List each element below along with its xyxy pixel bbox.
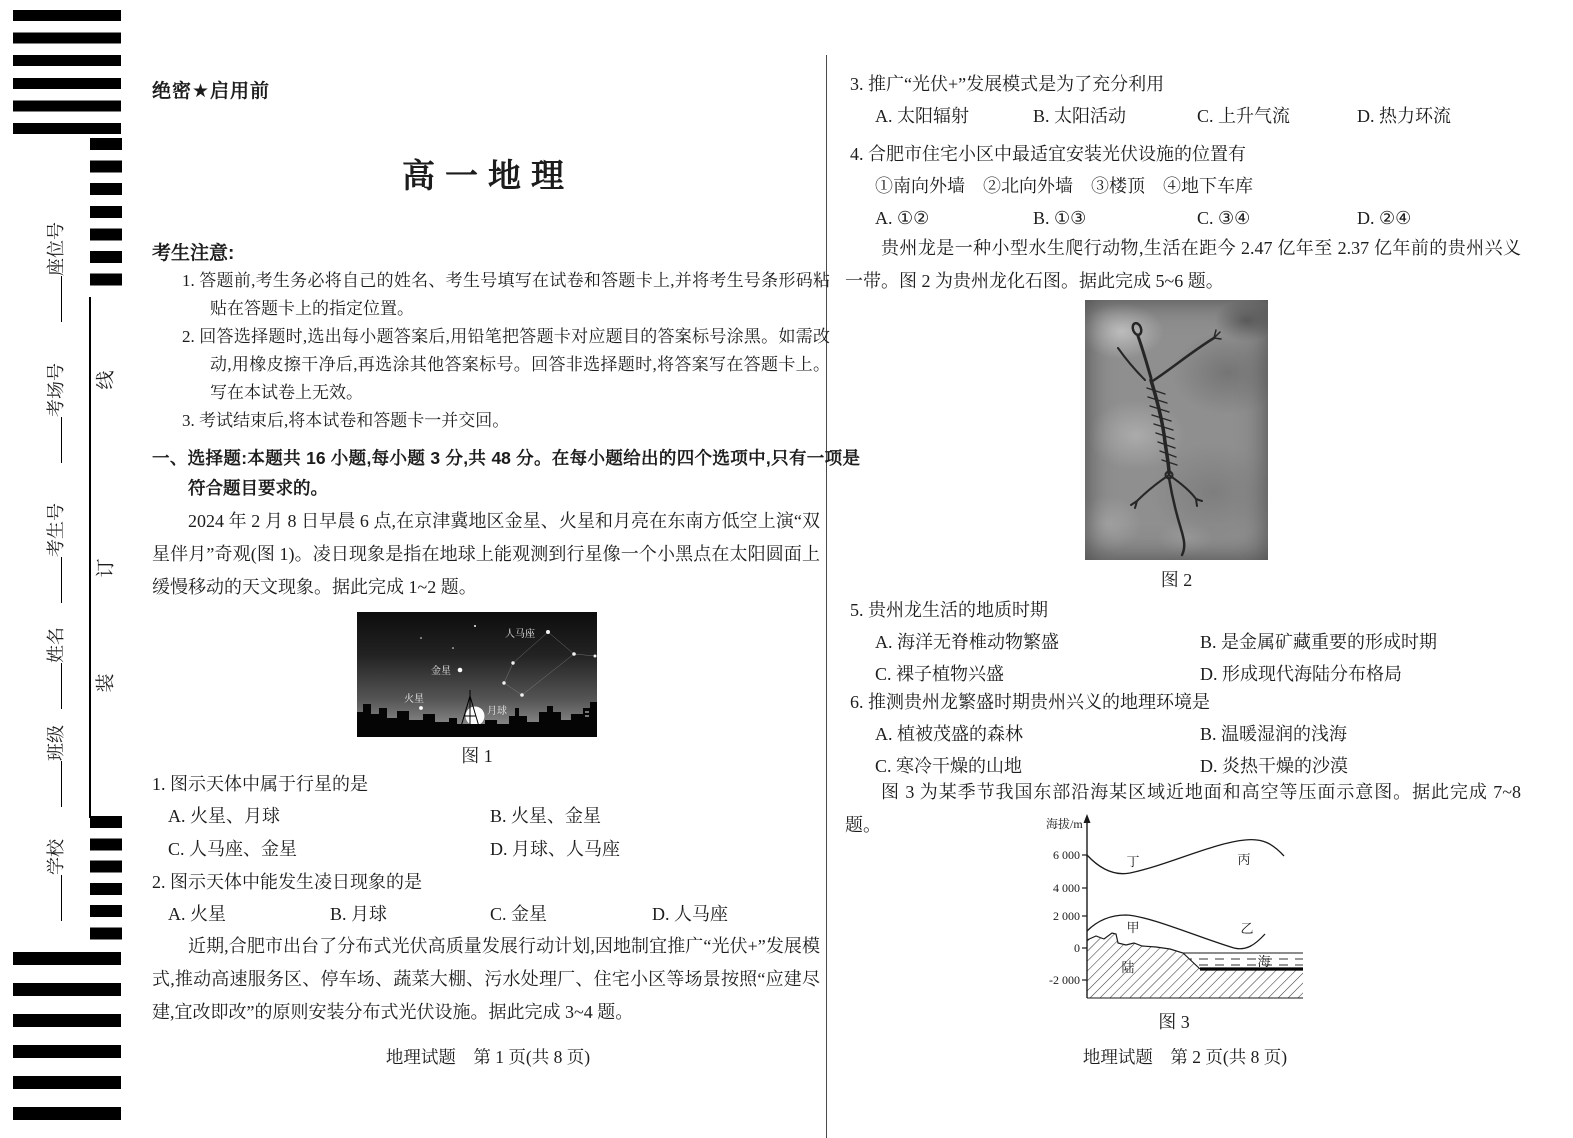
notice-item: 2. 回答选择题时,选出每小题答案后,用铅笔把答题卡对应题目的答案标号涂黑。如需改动,用橡皮擦干净后,再选涂其他答案标号。回答非选择题时,将答案写在答题卡上。写在本试卷上无效。 bbox=[182, 327, 830, 402]
field-label: 姓名 bbox=[46, 627, 66, 663]
option-c: C. ③④ bbox=[1197, 208, 1251, 228]
option-b: B. ①③ bbox=[1033, 208, 1087, 228]
night-sky-graphic bbox=[357, 612, 597, 737]
page-fold-divider bbox=[826, 55, 827, 1138]
blank-line bbox=[43, 417, 62, 463]
question-stem: 6. 推测贵州龙繁盛时期贵州兴义的地理环境是 bbox=[850, 692, 1210, 712]
option-a: A. 火星 bbox=[168, 904, 226, 924]
field-label: 班级 bbox=[46, 725, 66, 761]
question-stem: 4. 合肥市住宅小区中最适宜安装光伏设施的位置有 bbox=[850, 144, 1246, 164]
tick-label: 2 000 bbox=[1053, 909, 1080, 923]
student-info-field-seat bbox=[42, 222, 68, 322]
label-moon: 月球 bbox=[487, 706, 507, 717]
student-info-field-class bbox=[42, 725, 68, 807]
option-c: C. 裸子植物兴盛 bbox=[875, 664, 1005, 684]
isobaric-diagram bbox=[1038, 812, 1310, 1009]
sea-water bbox=[1183, 953, 1303, 969]
option-b: B. 火星、金星 bbox=[490, 806, 602, 826]
registration-bars-bottom bbox=[13, 952, 121, 1138]
building-windows bbox=[585, 711, 589, 713]
option-a: A. 海洋无脊椎动物繁盛 bbox=[875, 632, 1059, 652]
page-1 bbox=[150, 0, 860, 1138]
notice-item: 1. 答题前,考生务必将自己的姓名、考生号填写在试卷和答题卡上,并将考生号条形码粘贴在答题卡上的指定位置。 bbox=[182, 271, 830, 318]
label-land: 陆 bbox=[1121, 960, 1135, 975]
option-c: C. 寒冷干燥的山地 bbox=[875, 756, 1023, 776]
y-axis-label: 海拔/m bbox=[1046, 817, 1083, 831]
option-c: C. 上升气流 bbox=[1197, 106, 1291, 126]
page-2 bbox=[845, 0, 1525, 1138]
isobaric-diagram-graphic bbox=[1038, 812, 1310, 1004]
tick-label: -2 000 bbox=[1049, 973, 1080, 987]
field-label: 考生号 bbox=[46, 503, 66, 557]
blank-line bbox=[43, 557, 62, 603]
field-label: 学校 bbox=[46, 839, 66, 875]
mars-dot bbox=[419, 706, 423, 710]
notice-heading: 考生注意: bbox=[152, 243, 235, 264]
registration-bars-top-small bbox=[90, 138, 122, 296]
upper-isobaric-surface bbox=[1087, 840, 1284, 874]
option-b: B. 太阳活动 bbox=[1033, 106, 1127, 126]
option-a: A. 太阳辐射 bbox=[875, 106, 969, 126]
field-label: 座位号 bbox=[46, 222, 66, 276]
figure2-caption: 图 2 bbox=[1160, 570, 1193, 590]
blank-line bbox=[43, 875, 62, 921]
blank-line bbox=[43, 663, 62, 709]
section-heading: 一、选择题:本题共 16 小题,每小题 3 分,共 48 分。在每小题给出的四个选项中,只有一项是符合题目要求的。 bbox=[152, 448, 860, 498]
passage-photovoltaic: 近期,合肥市出台了分布式光伏高质量发展行动计划,因地制宜推广“光伏+”发展模式,推动高速服务区、停车场、蔬菜大棚、污水处理厂、住宅小区等场景按照“应建尽建,宜改即改”的原则安装分布式光伏设施。据此完成 3~4 题。 bbox=[152, 936, 820, 1022]
figure3-caption: 图 3 bbox=[1158, 1012, 1190, 1032]
option-b: B. 是金属矿藏重要的形成时期 bbox=[1200, 632, 1438, 652]
security-classification: 绝密★启用前 bbox=[152, 81, 271, 102]
page2-footer: 地理试题 第 2 页(共 8 页) bbox=[1082, 1047, 1288, 1067]
option-a: A. 植被茂盛的森林 bbox=[875, 724, 1023, 744]
question-sub-items: ①南向外墙 ②北向外墙 ③楼顶 ④地下车库 bbox=[875, 176, 1253, 196]
option-c: C. 人马座、金星 bbox=[168, 839, 298, 859]
passage-isobaric: 图 3 为某季节我国东部沿海某区域近地面和高空等压面示意图。据此完成 7~8 题。 bbox=[845, 782, 1521, 835]
student-info-field-candidate-no bbox=[42, 503, 68, 603]
question-stem: 2. 图示天体中能发生凌日现象的是 bbox=[152, 872, 422, 892]
figure-night-sky bbox=[357, 612, 597, 737]
label-bing: 丙 bbox=[1237, 852, 1251, 867]
option-d: D. 月球、人马座 bbox=[490, 839, 620, 859]
label-jia: 甲 bbox=[1126, 920, 1140, 935]
passage-guizhousaurus: 贵州龙是一种小型水生爬行动物,生活在距今 2.47 亿年至 2.37 亿年前的贵州兴义一带。图 2 为贵州龙化石图。据此完成 5~6 题。 bbox=[845, 238, 1521, 291]
question-4 bbox=[850, 138, 1522, 234]
option-d: D. 炎热干燥的沙漠 bbox=[1200, 756, 1348, 776]
student-info-field-name bbox=[42, 627, 68, 709]
question-1 bbox=[152, 768, 824, 866]
label-venus: 金星 bbox=[431, 666, 451, 677]
field-label: 考场号 bbox=[46, 363, 66, 417]
student-info-field-school bbox=[42, 839, 68, 921]
tick-label: 0 bbox=[1074, 941, 1080, 955]
tick-label: 6 000 bbox=[1053, 848, 1080, 862]
option-b: B. 月球 bbox=[330, 904, 388, 924]
question-5 bbox=[850, 594, 1522, 690]
question-stem: 5. 贵州龙生活的地质时期 bbox=[850, 600, 1048, 620]
label-yi: 乙 bbox=[1240, 921, 1254, 936]
exam-title: 高一地理 bbox=[402, 157, 574, 194]
option-c: C. 金星 bbox=[490, 904, 548, 924]
option-d: D. ②④ bbox=[1357, 208, 1412, 228]
label-sea: 海 bbox=[1257, 954, 1271, 969]
y-axis-arrow bbox=[1084, 814, 1091, 823]
question-3 bbox=[850, 68, 1522, 132]
option-b: B. 温暖湿润的浅海 bbox=[1200, 724, 1348, 744]
passage-double-star: 2024 年 2 月 8 日早晨 6 点,在京津冀地区金星、火星和月亮在东南方低空上演“双星伴月”奇观(图 1)。凌日现象是指在地球上能观测到行星像一个小黑点在太阳圆面上缓慢移动的天文现象。据此完成 1~2 题。 bbox=[152, 511, 820, 597]
question-6 bbox=[850, 686, 1522, 782]
option-d: D. 形成现代海陆分布格局 bbox=[1200, 664, 1402, 684]
building-windows bbox=[585, 715, 589, 717]
option-a: A. 火星、月球 bbox=[168, 806, 280, 826]
notice-list bbox=[182, 267, 830, 435]
binding-char-ding: 订 bbox=[95, 558, 117, 578]
tick-label: 4 000 bbox=[1053, 881, 1080, 895]
fossil-photo bbox=[1085, 300, 1268, 560]
registration-bars-top bbox=[13, 10, 121, 138]
question-stem: 1. 图示天体中属于行星的是 bbox=[152, 774, 368, 794]
page1-footer: 地理试题 第 1 页(共 8 页) bbox=[385, 1047, 591, 1067]
label-sagittarius: 人马座 bbox=[505, 629, 535, 640]
option-a: A. ①② bbox=[875, 208, 930, 228]
registration-bars-bottom-small bbox=[90, 816, 122, 949]
blank-line bbox=[43, 761, 62, 807]
student-info-field-room bbox=[42, 363, 68, 463]
fossil-skeleton-graphic bbox=[1085, 300, 1268, 560]
venus-dot bbox=[458, 668, 463, 673]
binding-char-zhuang: 装 bbox=[95, 673, 117, 693]
y-axis-ticks bbox=[1082, 855, 1087, 980]
figure1-caption: 图 1 bbox=[461, 746, 493, 766]
question-stem: 3. 推广“光伏+”发展模式是为了充分利用 bbox=[850, 74, 1165, 94]
notice-item: 3. 考试结束后,将本试卷和答题卡一并交回。 bbox=[182, 411, 510, 430]
question-2 bbox=[152, 866, 824, 931]
label-ding: 丁 bbox=[1126, 854, 1140, 869]
label-mars: 火星 bbox=[404, 694, 424, 705]
option-d: D. 人马座 bbox=[652, 904, 728, 924]
binding-char-xian: 线 bbox=[95, 370, 117, 390]
blank-line bbox=[43, 276, 62, 322]
option-d: D. 热力环流 bbox=[1357, 106, 1451, 126]
